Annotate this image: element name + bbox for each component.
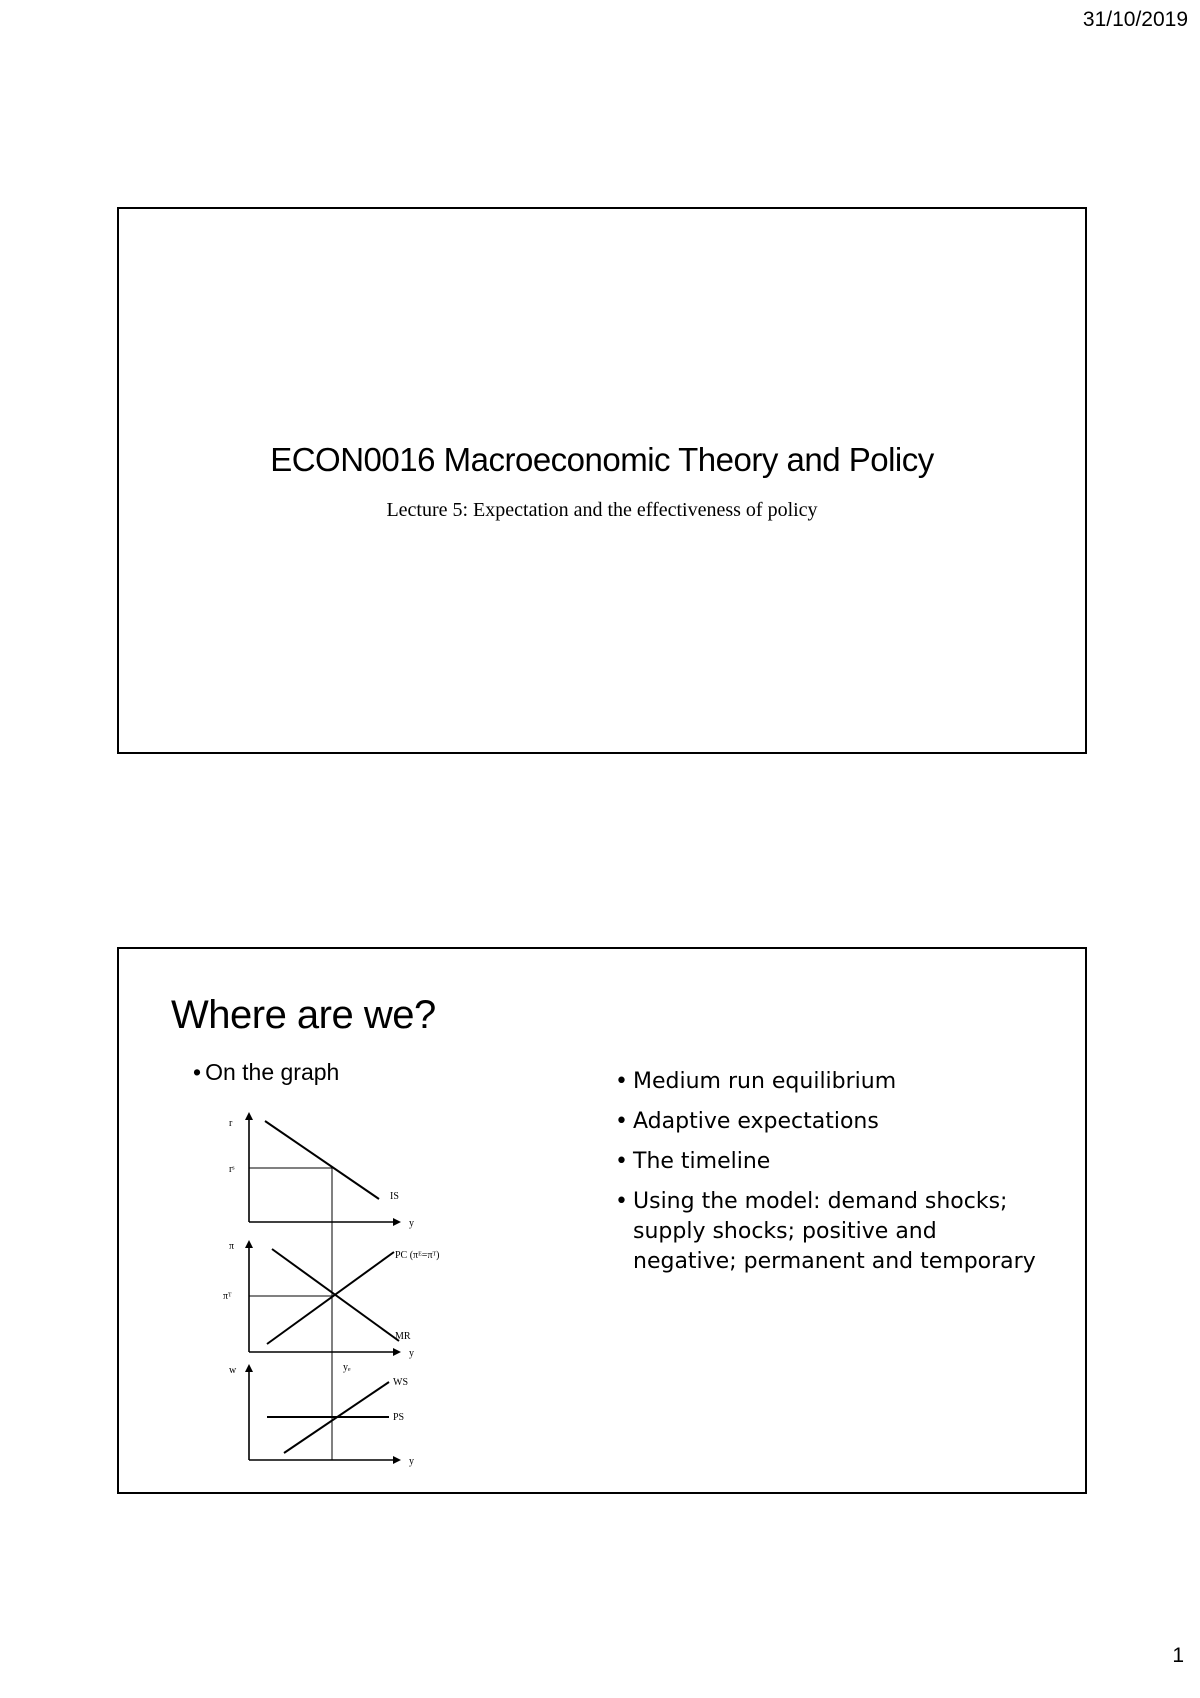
ps-label: PS <box>393 1412 405 1423</box>
bullet-list <box>615 1067 1045 1287</box>
top-panel <box>229 1114 414 1229</box>
is-label: IS <box>390 1191 399 1202</box>
slide-subtitle: Lecture 5: Expectation and the effectiveness of policy <box>386 499 818 521</box>
mr-label: MR <box>395 1331 411 1342</box>
title-slide <box>117 207 1087 754</box>
pi-target-label: πᵀ <box>223 1291 232 1302</box>
y-axis-label: y <box>409 1218 414 1229</box>
three-panel-diagram <box>223 1099 469 1479</box>
list-item: • Using the model: demand shocks; supply shocks; positive and negative; permanent and temporary <box>615 1187 1045 1277</box>
document-date: 31/10/2019 <box>1082 8 1188 31</box>
list-item: • The timeline <box>615 1147 1045 1177</box>
content-slide <box>117 947 1087 1494</box>
pc-label: PC (πᴱ=πᵀ) <box>395 1250 440 1261</box>
slide-title: ECON0016 Macroeconomic Theory and Policy <box>270 441 934 478</box>
bullet-dot: • <box>193 1059 202 1085</box>
left-bullet-text: On the graph <box>205 1059 340 1085</box>
pi-axis-label: π <box>229 1241 235 1252</box>
list-item: • Adaptive expectations <box>615 1107 1045 1137</box>
ws-label: WS <box>393 1377 408 1388</box>
w-axis-label: w <box>229 1365 237 1376</box>
y-axis-label: y <box>409 1348 414 1359</box>
pc-curve <box>267 1252 394 1344</box>
page-number: 1 <box>1172 1644 1184 1667</box>
ye-label: yₑ <box>343 1362 351 1373</box>
y-axis-label: y <box>409 1456 414 1467</box>
list-item: • Medium run equilibrium <box>615 1067 1045 1097</box>
is-curve <box>265 1121 379 1199</box>
bottom-panel <box>229 1362 414 1467</box>
r-axis-label: r <box>229 1118 233 1129</box>
middle-panel <box>223 1241 439 1359</box>
slide-title: Where are we? <box>171 993 436 1037</box>
left-bullet <box>193 1059 339 1086</box>
rs-label: rˢ <box>229 1164 235 1175</box>
